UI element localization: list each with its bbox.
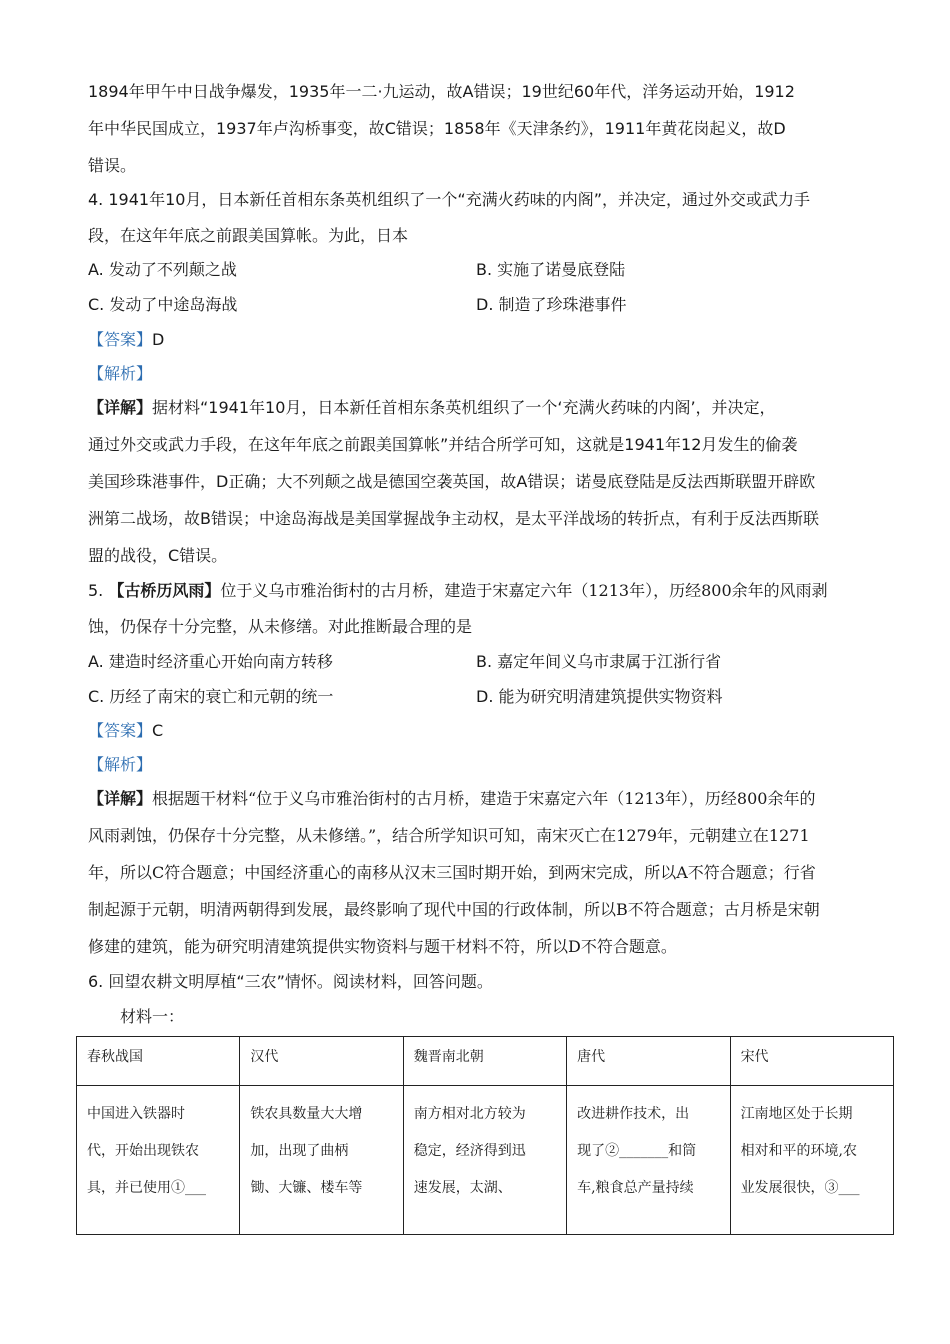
table-cell [77, 1086, 240, 1235]
cell-line: 代，开始出现铁农 [87, 1143, 199, 1159]
q5-stem-text-1: 位于义乌市雅治街村的古月桥，建造于宋嘉定六年（1213年），历经800余年的风雨剥 [220, 581, 828, 600]
q5-option-a: A. 建造时经济重心开始向南方转移 [88, 652, 333, 671]
q4-analysis-tag: 【解析】 [88, 364, 153, 383]
table-cell [730, 1086, 893, 1235]
cell-line: 改进耕作技术，出 [577, 1106, 690, 1122]
q6-stem: 6. 回望农耕文明厚植“三农”情怀。阅读材料，回答问题。 [88, 972, 493, 991]
q5-answer-line [88, 721, 163, 741]
q5-detail-line-1 [88, 789, 815, 809]
cell-line: 锄、大镰、楼车等 [250, 1180, 363, 1196]
q5-answer-value: C [152, 721, 164, 740]
q5-title-tag: 【古桥历风雨】 [108, 581, 221, 600]
q5-stem-line-2: 蚀，仍保存十分完整，从未修缮。对此推断最合理的是 [88, 617, 473, 636]
cell-line: 铁农具数量大大增 [250, 1106, 363, 1122]
q4-answer-line [88, 330, 164, 350]
q4-stem-line-1: 4. 1941年10月，日本新任首相东条英机组织了一个“充满火药味的内阁”，并决定，通过外交或武力手 [88, 190, 811, 209]
answer-tag: 【答案】 [88, 330, 153, 349]
cell-line: 具，并已使用①___ [87, 1180, 206, 1196]
q4-option-a: A. 发动了不列颠之战 [88, 260, 237, 279]
q4-detail-text-1: 据材料“1941年10月，日本新任首相东条英机组织了一个‘充满火药味的内阁’，并决定， [152, 398, 776, 417]
q5-detail-line-5: 修建的建筑，能为研究明清建筑提供实物资料与题干材料不符，所以D不符合题意。 [88, 937, 677, 956]
cell-line: 中国进入铁器时 [87, 1106, 185, 1122]
table-header-cell: 唐代 [567, 1037, 730, 1086]
table-cell [240, 1086, 403, 1235]
q4-option-d: D. 制造了珍珠港事件 [476, 295, 627, 314]
q5-analysis-tag: 【解析】 [88, 755, 153, 774]
q5-option-d: D. 能为研究明清建筑提供实物资料 [476, 687, 723, 706]
q4-detail-line-2: 通过外交或武力手段，在这年年底之前跟美国算帐”并结合所学可知，这就是1941年12月发生的偷袭 [88, 435, 798, 454]
cell-line: 南方相对北方较为 [413, 1106, 526, 1122]
table-header-cell: 魏晋南北朝 [403, 1037, 566, 1086]
cell-line: 加，出现了曲柄 [250, 1143, 349, 1159]
answer-tag: 【答案】 [88, 721, 153, 740]
q4-option-b: B. 实施了诺曼底登陆 [476, 260, 626, 279]
detail-tag: 【详解】 [88, 789, 153, 808]
q4-detail-line-1 [88, 398, 776, 418]
table-header-cell: 汉代 [240, 1037, 403, 1086]
q4-option-c: C. 发动了中途岛海战 [88, 295, 238, 314]
cell-line: 车,粮食总产量持续 [577, 1180, 694, 1196]
q4-detail-line-3: 美国珍珠港事件，D正确；大不列颠之战是德国空袭英国，故A错误；诺曼底登陆是反法西斯联盟开辟欧 [88, 472, 816, 491]
cell-line: 现了②_______和筒 [577, 1143, 697, 1159]
table-header-cell: 宋代 [730, 1037, 893, 1086]
q4-detail-line-4: 洲第二战场，故B错误；中途岛海战是美国掌握战争主动权，是太平洋战场的转折点，有利于反法西斯联 [88, 509, 819, 528]
q5-stem-line-1 [88, 581, 828, 601]
cell-line: 业发展很快，③___ [740, 1180, 860, 1196]
prev-analysis-line-3: 错误。 [88, 156, 137, 175]
q5-number: 5. [88, 581, 109, 600]
material-table [76, 1036, 894, 1235]
q5-detail-text-1: 根据题干材料“位于义乌市雅治街村的古月桥，建造于宋嘉定六年（1213年），历经800余年的 [152, 789, 816, 808]
table-header-cell: 春秋战国 [77, 1037, 240, 1086]
q5-detail-line-4: 制起源于元朝，明清两朝得到发展，最终影响了现代中国的行政体制，所以B不符合题意；古月桥是宋朝 [88, 900, 820, 919]
table-cell [567, 1086, 730, 1235]
detail-tag: 【详解】 [88, 398, 153, 417]
q5-option-b: B. 嘉定年间义乌市隶属于江浙行省 [476, 652, 722, 671]
table-row [77, 1086, 894, 1235]
table-header-row [77, 1037, 894, 1086]
cell-line: 江南地区处于长期 [740, 1106, 853, 1122]
table-cell [403, 1086, 566, 1235]
q5-detail-line-3: 年，所以C符合题意；中国经济重心的南移从汉末三国时期开始，到两宋完成，所以A不符合题意；行省 [88, 863, 816, 882]
q4-detail-line-5: 盟的战役，C错误。 [88, 546, 228, 565]
q4-stem-line-2: 段，在这年年底之前跟美国算帐。为此，日本 [88, 226, 409, 245]
cell-line: 相对和平的环境,农 [740, 1143, 858, 1159]
q5-option-c: C. 历经了南宋的衰亡和元朝的统一 [88, 687, 334, 706]
cell-line: 稳定，经济得到迅 [413, 1143, 526, 1159]
q4-answer-value: D [152, 330, 165, 349]
q5-detail-line-2: 风雨剥蚀，仍保存十分完整，从未修缮。”，结合所学知识可知，南宋灭亡在1279年，元朝建立在1271 [88, 826, 810, 845]
cell-line: 速发展，太湖、 [413, 1180, 512, 1196]
prev-analysis-line-1: 1894年甲午中日战争爆发，1935年一二·九运动，故A错误；19世纪60年代，洋务运动开始，1912 [88, 82, 795, 101]
prev-analysis-line-2: 年中华民国成立，1937年卢沟桥事变，故C错误；1858年《天津条约》，1911年黄花岗起义，故D [88, 119, 786, 138]
q6-material-label: 材料一： [120, 1007, 185, 1026]
